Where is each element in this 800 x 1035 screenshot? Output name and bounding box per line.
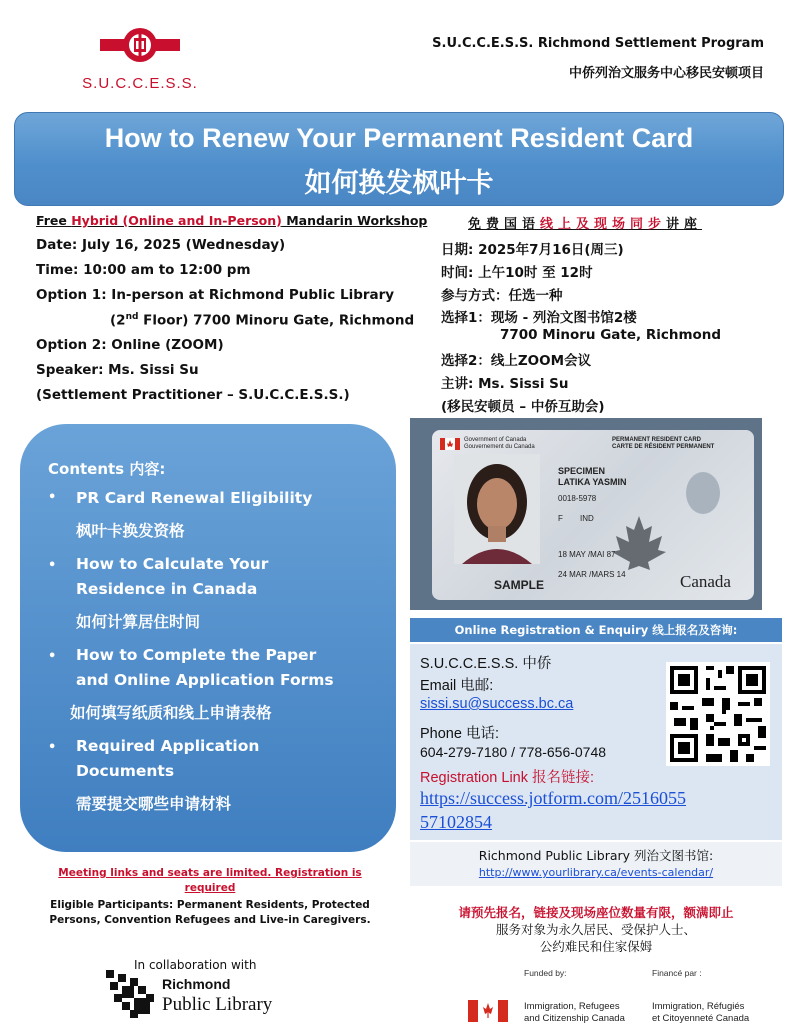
speaker-en: Speaker: Ms. Sissi Su bbox=[36, 362, 199, 378]
contents-title: Contents 内容: bbox=[48, 460, 166, 478]
date-en: Date: July 16, 2025 (Wednesday) bbox=[36, 237, 286, 253]
reg-link-line2[interactable]: 57102854 bbox=[420, 812, 492, 832]
rpl-name-1: Richmond bbox=[162, 976, 231, 992]
card-portrait bbox=[454, 454, 540, 564]
rpl-logo-icon bbox=[102, 966, 158, 1022]
eligible-notice-zh-1: 服务对象为永久居民、受保护人士、 bbox=[495, 922, 696, 937]
contents-item-4-en1: Required Application bbox=[76, 737, 260, 755]
card-nat: IND bbox=[580, 514, 594, 523]
workshop-talk-zh: 讲座 bbox=[666, 217, 703, 232]
floor-rest: Floor) 7700 Minoru Gate, Richmond bbox=[138, 312, 415, 329]
workshop-hybrid: Hybrid (Online and In-Person) bbox=[71, 213, 282, 228]
pr-card bbox=[432, 430, 754, 600]
reg-email-label: Email 电邮: bbox=[420, 678, 494, 694]
canada-flag-icon bbox=[468, 1000, 508, 1022]
option1-zh: 选择1：现场 - 列治文图书馆2楼 bbox=[441, 310, 637, 326]
eligible-line2: Persons, Convention Refugees and Live-in Caregivers. bbox=[49, 914, 371, 926]
workshop-heading-en bbox=[36, 213, 427, 228]
contents-item-3-zh: 如何填写纸质和线上申请表格 bbox=[70, 704, 272, 722]
reg-link-label: Registration Link 报名链接: bbox=[420, 770, 595, 786]
title-zh: 如何换发枫叶卡 bbox=[304, 168, 494, 199]
option1-en: Option 1: In-person at Richmond Public Library bbox=[36, 287, 395, 303]
mode-zh: 参与方式：任选一种 bbox=[441, 288, 563, 304]
reg-email-link[interactable]: sissi.su@success.bc.ca bbox=[420, 696, 574, 712]
ircc-fr bbox=[652, 1001, 749, 1025]
limited-notice-zh: 请预先报名，链接及现场座位数量有限，额满即止 bbox=[458, 905, 734, 920]
workshop-mandarin: Mandarin Workshop bbox=[281, 213, 428, 228]
card-gov: Government of Canada bbox=[464, 437, 527, 443]
org-name-zh: 中侨列治文服务中心移民安顿项目 bbox=[568, 66, 764, 81]
success-logo-mark bbox=[78, 18, 202, 74]
card-sex: F bbox=[558, 514, 563, 523]
ircc-en-1: Immigration, Refugees bbox=[524, 1001, 620, 1012]
contents-box bbox=[20, 424, 396, 852]
ircc-fr-1: Immigration, Réfugiés bbox=[652, 1001, 745, 1012]
contents-item-2-en2: Residence in Canada bbox=[76, 580, 258, 598]
card-sample: SAMPLE bbox=[494, 578, 545, 592]
logo-wordmark: S.U.C.C.E.S.S. bbox=[82, 75, 198, 92]
card-name2: LATIKA YASMIN bbox=[558, 477, 627, 487]
card-name1: SPECIMEN bbox=[558, 466, 606, 476]
floor-sup: nd bbox=[125, 312, 139, 322]
bullet-icon: • bbox=[48, 740, 57, 755]
contents-item-2-en1: How to Calculate Your bbox=[76, 555, 269, 573]
contents-item-3-en2: and Online Application Forms bbox=[76, 671, 334, 689]
org-name-en: S.U.C.C.E.S.S. Richmond Settlement Program bbox=[432, 36, 764, 51]
bullet-icon: • bbox=[48, 490, 57, 505]
reg-org: S.U.C.C.E.S.S. 中侨 bbox=[420, 656, 552, 672]
card-title: PERMANENT RESIDENT CARD bbox=[612, 437, 702, 443]
canada-flag-icon bbox=[440, 438, 460, 450]
speaker-role-zh: (移民安顿员 – 中侨互助会) bbox=[441, 399, 605, 415]
title-banner bbox=[14, 112, 784, 206]
contents-item-4-zh: 需要提交哪些申请材料 bbox=[76, 795, 232, 813]
card-ghost-portrait bbox=[686, 472, 720, 514]
limited-line1: Meeting links and seats are limited. Registration is bbox=[58, 867, 362, 879]
bullet-icon: • bbox=[48, 558, 57, 573]
eligible-notice-en bbox=[40, 898, 380, 928]
speaker-role-en: (Settlement Practitioner – S.U.C.C.E.S.S.) bbox=[36, 387, 350, 403]
eligible-line1: Eligible Participants: Permanent Residents, Protected bbox=[50, 899, 370, 911]
eligible-notice-zh-2: 公约难民和住家保姆 bbox=[539, 939, 653, 954]
contents-item-1-en: PR Card Renewal Eligibility bbox=[76, 489, 313, 507]
option1-address-zh: 7700 Minoru Gate, Richmond bbox=[500, 327, 722, 343]
workshop-hybrid-zh: 线上及现场同步 bbox=[540, 217, 667, 232]
reg-link-line1[interactable]: https://success.jotform.com/2516055 bbox=[420, 788, 686, 808]
limited-line2: required bbox=[184, 882, 236, 894]
card-dob: 18 MAY /MAI 87 bbox=[558, 550, 616, 559]
qr-code-icon[interactable] bbox=[666, 662, 770, 766]
contents-item-2-zh: 如何计算居住时间 bbox=[76, 613, 201, 631]
speaker-zh: 主讲: Ms. Sissi Su bbox=[441, 376, 569, 392]
registration-header: Online Registration & Enquiry 线上报名及咨询: bbox=[410, 618, 782, 642]
option2-en: Option 2: Online (ZOOM) bbox=[36, 337, 224, 353]
card-exp: 24 MAR /MARS 14 bbox=[558, 570, 626, 579]
card-title-fr: CARTE DE RÉSIDENT PERMANENT bbox=[612, 444, 715, 450]
library-label: Richmond Public Library 列治文图书馆: bbox=[478, 848, 714, 863]
pr-card-image bbox=[410, 418, 762, 610]
time-zh: 时间: 上午10时 至 12时 bbox=[441, 265, 593, 281]
contents-item-4-en2: Documents bbox=[76, 762, 175, 780]
reg-phone-label: Phone 电话: bbox=[420, 726, 499, 742]
workshop-heading-zh bbox=[468, 213, 702, 232]
collab-label: In collaboration with bbox=[134, 958, 257, 972]
success-logo bbox=[78, 18, 202, 94]
maple-leaf-icon bbox=[608, 512, 670, 574]
title-en: How to Renew Your Permanent Resident Card bbox=[104, 123, 694, 153]
ircc-fr-2: et Citoyenneté Canada bbox=[652, 1013, 750, 1024]
workshop-free-zh: 免费国语 bbox=[468, 217, 541, 232]
floor-open: (2 bbox=[110, 312, 126, 329]
rpl-name-2: Public Library bbox=[162, 994, 273, 1015]
contents-item-3-en1: How to Complete the Paper bbox=[76, 646, 317, 664]
library-box bbox=[410, 842, 782, 886]
ircc-en-2: and Citizenship Canada bbox=[524, 1013, 625, 1024]
funded-by: Funded by: bbox=[524, 968, 567, 978]
time-en: Time: 10:00 am to 12:00 pm bbox=[36, 262, 251, 278]
option1-address-en bbox=[110, 312, 414, 329]
bullet-icon: • bbox=[48, 649, 57, 664]
contents-item-1-zh: 枫叶卡换发资格 bbox=[76, 522, 185, 540]
limited-notice-en bbox=[40, 866, 380, 896]
ircc-en bbox=[524, 1001, 625, 1025]
library-link[interactable]: http://www.yourlibrary.ca/events-calendar/ bbox=[478, 866, 714, 879]
portrait-photo-icon bbox=[454, 454, 540, 564]
workshop-free: Free bbox=[36, 213, 72, 228]
reg-phone: 604-279-7180 / 778-656-0748 bbox=[420, 744, 607, 760]
card-canada-wordmark: Canada bbox=[680, 572, 731, 591]
option2-zh: 选择2：线上ZOOM会议 bbox=[441, 353, 592, 369]
finance-par: Financé par : bbox=[652, 968, 702, 978]
card-gov-fr: Gouvernement du Canada bbox=[464, 444, 535, 450]
card-id: 0018-5978 bbox=[558, 494, 597, 503]
date-zh: 日期: 2025年7月16日(周三) bbox=[441, 242, 624, 258]
